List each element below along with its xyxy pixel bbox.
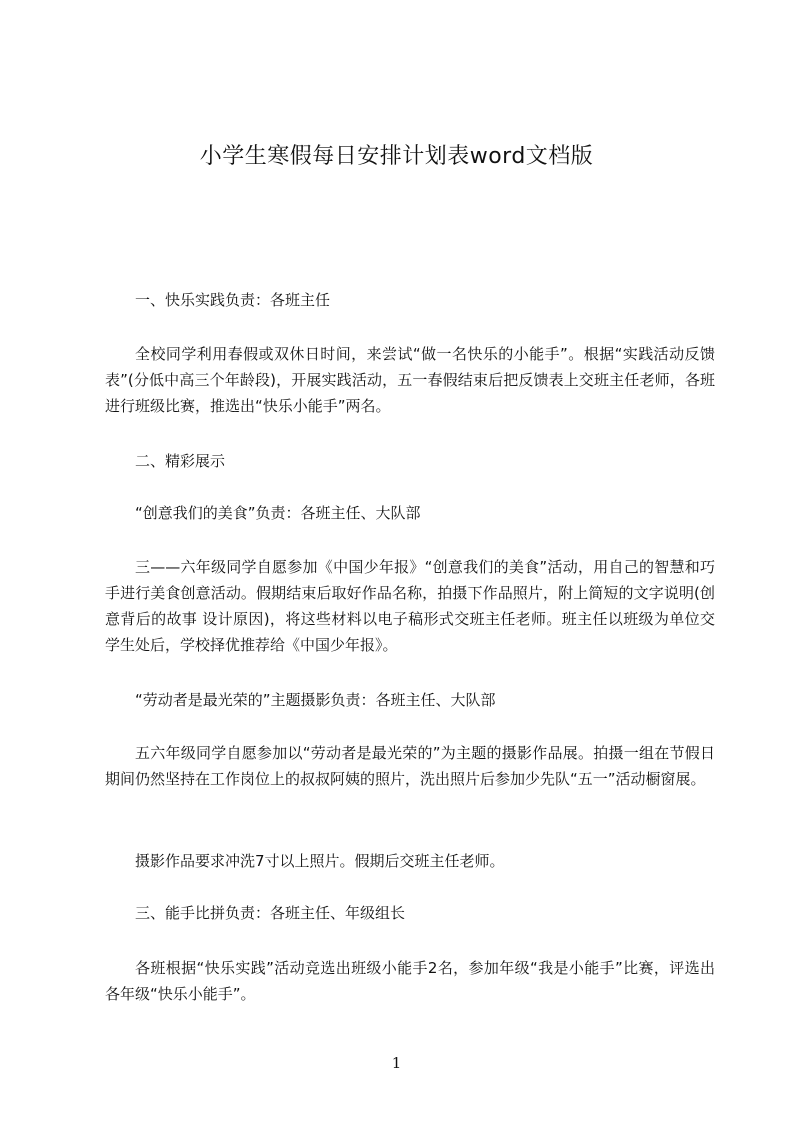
document-title: 小学生寒假每日安排计划表word文档版 [199,144,594,169]
paragraph-text: 五六年级同学自愿参加以“劳动者是最光荣的”为主题的摄影作品展。拍摄一组在节假日期间仍然坚持在工作岗位上的叔叔阿姨的照片，洗出照片后参加少先队“五一”活动橱窗展。 [105,744,715,788]
paragraph-4 [105,848,715,874]
paragraph-text: 全校同学利用春假或双休日时间，来尝试“做一名快乐的小能手”。根据“实践活动反馈表”(分低中高三个年龄段)，开展实践活动，五一春假结束后把反馈表上交班主任老师，各班进行班级比赛，推选出“快乐小能手”两名。 [105,345,715,415]
paragraph-1 [105,341,715,419]
section-heading-2: 二、精彩展示 [135,452,226,470]
paragraph-text: 各班根据“快乐实践”活动竞选出班级小能手2名，参加年级“我是小能手”比赛，评选出各年级“快乐小能手”。 [105,959,715,1003]
section-heading-3: 三、能手比拼负责：各班主任、年级组长 [135,904,406,922]
paragraph-2 [105,554,715,658]
section-heading-1: 一、快乐实践负责：各班主任 [135,291,331,309]
paragraph-5 [105,955,715,1007]
page-number: 1 [391,1054,402,1072]
subheading-photography: “劳动者是最光荣的”主题摄影负责：各班主任、大队部 [135,691,496,709]
paragraph-text: 摄影作品要求冲洗7寸以上照片。假期后交班主任老师。 [135,852,505,870]
paragraph-3 [105,740,715,792]
paragraph-text: 三——六年级同学自愿参加《中国少年报》“创意我们的美食”活动，用自己的智慧和巧手进行美食创意活动。假期结束后取好作品名称，拍摄下作品照片，附上简短的文字说明(创意背后的故事 设计原因)，将这些材料以电子稿形式交班主任老师。班主任以班级为单位交学生处后，学校择优推荐给《中国少年报》。 [105,558,715,654]
subheading-creative-food: “创意我们的美食”负责：各班主任、大队部 [135,504,421,522]
